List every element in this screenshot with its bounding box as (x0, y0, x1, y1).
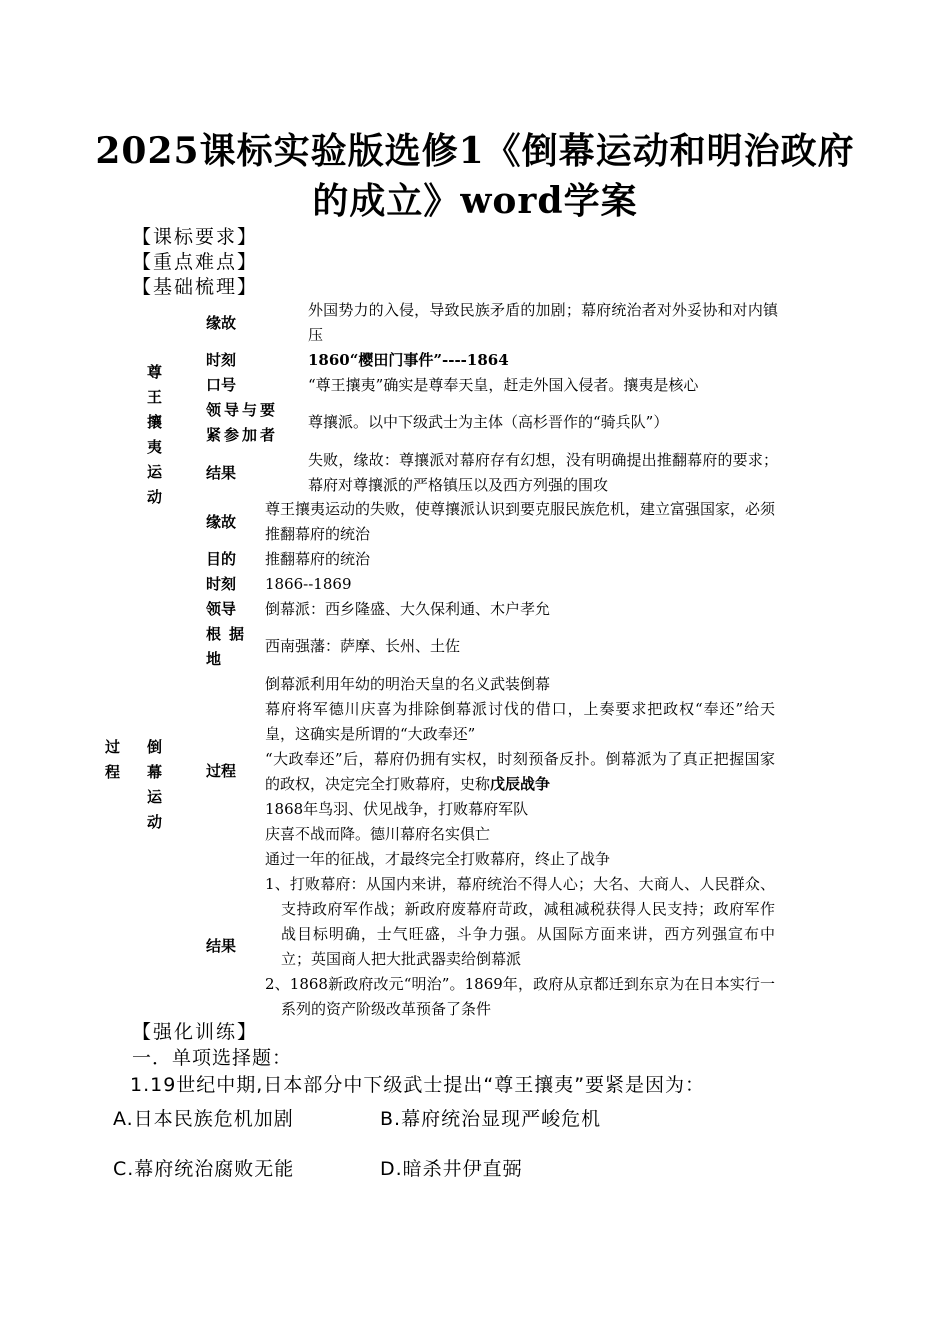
section-single-choice: 一．单项选择题： (132, 1047, 293, 1069)
row-text-result-1: 失败，缘故：尊攘派对幕府存有幻想，没有明确提出推翻幕府的要求；幕府对尊攘派的严格镇压以及西方列强的围攻 (308, 451, 778, 494)
header-key-points: 【重点难点】 (132, 251, 259, 273)
row-text-slogan: “尊王攘夷”确实是尊奉天皇，赶走外国入侵者。攘夷是核心 (308, 376, 699, 394)
row-text-leaders-1: 尊攘派。以中下级武士为主体（高杉晋作的“骑兵队”） (308, 413, 669, 431)
header-requirements: 【课标要求】 (132, 226, 259, 248)
title-line-1: 2025课标实验版选修1《倒幕运动和明治政府 (95, 130, 855, 172)
outer-process-label: 过程 (105, 738, 121, 781)
row-label-leaders-2: 领导 (206, 600, 237, 618)
title-line-2: 的成立》word学案 (312, 180, 638, 222)
row-text-leaders-2: 倒幕派：西乡隆盛、大久保利通、木户孝允 (265, 600, 551, 618)
process-line-5: 庆喜不战而降。德川幕府名实俱亡 (265, 825, 491, 843)
result-item-1: 1、打败幕府：从国内来讲，幕府统治不得人心；大名、大商人、人民群众、支持政府军作战；新政府废幕府苛政，减租减税获得人民支持；政府军作战目标明确，士气旺盛，斗争力强。从国际方面来讲，西方列强宣布中立；英国商人把大批武器卖给倒幕派 (265, 875, 775, 968)
process-line-6: 通过一年的征战，才最终完全打败幕府，终止了战争 (265, 850, 611, 868)
row-text-time-2: 1866--1869 (265, 575, 352, 593)
row-label-base: 根据地 (206, 625, 253, 668)
section-daomu-label: 倒幕运动 (147, 738, 171, 831)
option-d[interactable]: D.暗杀井伊直弼 (380, 1158, 523, 1180)
process-line-1: 倒幕派利用年幼的明治天皇的名义武装倒幕 (265, 675, 551, 693)
row-label-cause-2: 缘故 (206, 513, 237, 531)
row-label-time-1: 时刻 (206, 351, 237, 369)
question-1: 1.19世纪中期,日本部分中下级武士提出“尊王攘夷”要紧是因为： (130, 1074, 706, 1096)
process-line-2: 幕府将军德川庆喜为排除倒幕派讨伐的借口，上奏要求把政权“奉还”给天皇，这确实是所谓的“大政奉还” (265, 700, 775, 743)
option-b[interactable]: B.幕府统治显现严峻危机 (380, 1108, 602, 1130)
result-item-2: 2、1868新政府改元“明治”。1869年，政府从京都迁到东京为在日本实行一系列的资产阶级改革预备了条件 (265, 975, 775, 1018)
option-c[interactable]: C.幕府统治腐败无能 (113, 1158, 295, 1180)
row-label-result-2: 结果 (206, 937, 237, 955)
row-label-process: 过程 (206, 762, 237, 780)
row-label-purpose: 目的 (206, 550, 237, 568)
boshin-war-term: 戊辰战争 (490, 775, 551, 793)
process-line-4: 1868年鸟羽、伏见战争，打败幕府军队 (265, 800, 529, 818)
process-line-3 (265, 747, 775, 797)
row-text-purpose: 推翻幕府的统治 (265, 550, 371, 568)
row-text-cause-1: 外国势力的入侵，导致民族矛盾的加剧；幕府统治者对外妥协和对内镇压 (308, 301, 778, 344)
row-label-time-2: 时刻 (206, 575, 237, 593)
section-zunwang-label: 尊王攘夷运动 (147, 363, 171, 506)
header-basics: 【基础梳理】 (132, 276, 259, 298)
row-label-slogan: 口号 (206, 376, 237, 394)
option-a[interactable]: A.日本民族危机加剧 (113, 1108, 294, 1130)
row-text-base: 西南强藩：萨摩、长州、土佐 (265, 637, 461, 655)
header-training: 【强化训练】 (132, 1021, 259, 1043)
row-label-result-1: 结果 (206, 464, 237, 482)
process-line-3-text: “大政奉还”后，幕府仍拥有实权，时刻预备反扑。倒幕派为了真正把握国家的政权，决定完全打败幕府，史称 (265, 750, 775, 793)
row-label-leaders-1: 领导与要紧参加者 (206, 401, 279, 444)
row-text-cause-2: 尊王攘夷运动的失败，使尊攘派认识到要克服民族危机，建立富强国家，必须推翻幕府的统治 (265, 500, 776, 543)
page-title (0, 126, 950, 226)
row-label-cause-1: 缘故 (206, 314, 237, 332)
row-text-time-1: 1860“樱田门事件”----1864 (308, 351, 509, 369)
